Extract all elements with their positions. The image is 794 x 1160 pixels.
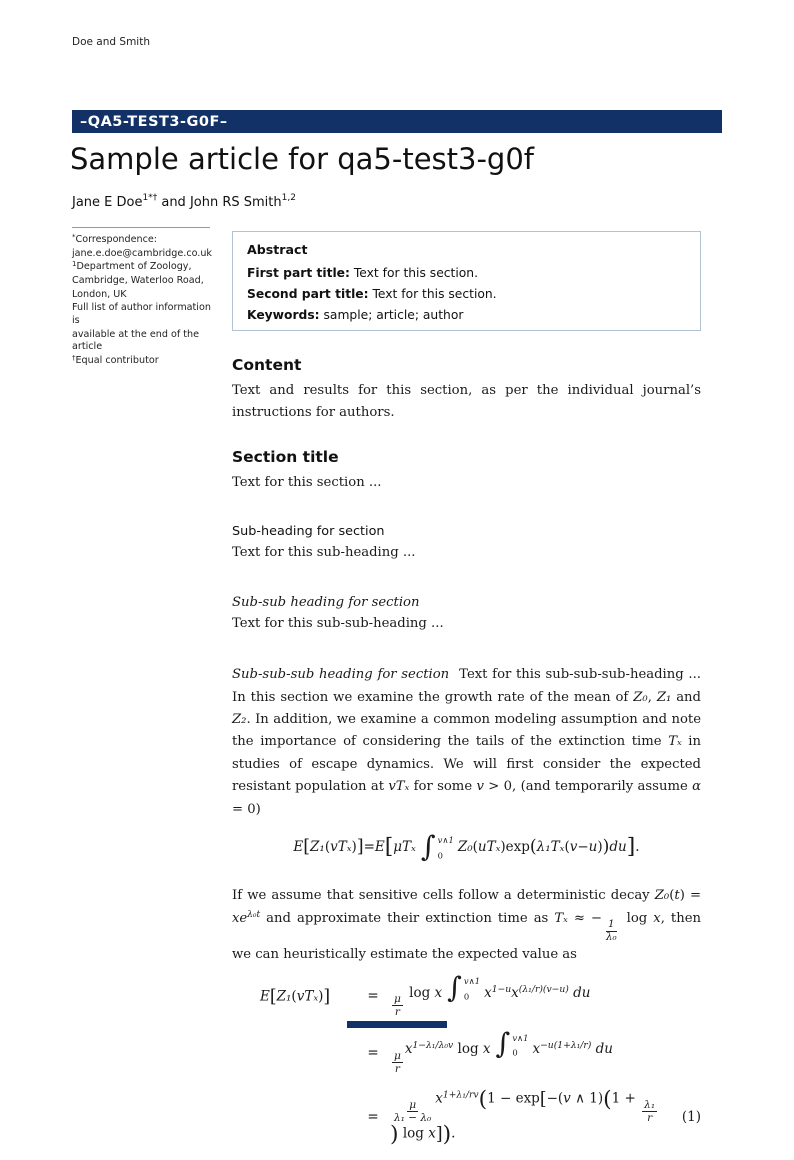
author-2-affiliation-marks: 1,2 [281,193,296,203]
equation-lhs: E[Z₁(vTₓ)] [260,986,331,1007]
section-heading-content: Content [232,356,302,374]
display-equation-unnumbered: E [ Z₁ ( vTₓ ) ] = E [ μTₓ ∫ v∧1 0 Z₀ ( uTₓ ) exp ( λ₁Tₓ ( v − u ) ) du ] . [293,830,640,864]
equation-number: (1) [681,1108,701,1125]
equation-rhs: $\frac{\mu}{\text{λ₁ − λ₀}}$ $x^{1+\lambda_1/rv}(1 - \exp[-(v$ ∧ 1)(1 + $\frac{\text{λ₁}}{r}$ ) log x]). [390,1086,656,1148]
equal-contributor-note: †Equal contributor [72,353,159,366]
abstract-box [232,231,701,331]
author-info-note: Full list of author information is [72,302,211,326]
running-header: Doe and Smith [72,36,150,48]
subsection-body: Text for this sub-heading ... [232,545,416,561]
equation-1-block [232,970,701,1148]
affiliation-line: London, UK [72,288,127,300]
abstract-heading: Abstract [247,242,308,257]
article-type-banner [72,110,722,133]
paragraph-with-runin-heading [232,664,701,821]
equation-rhs: $\frac{\mu}{r}$ $x^{1-\lambda_1/\lambda_0v}$ log x ∫ v∧1 0 $x^{-u(1+\lambda_1/r)}$ du [394,1027,613,1075]
correspondence-label: *Correspondence: [72,233,157,245]
subsubsection-body: Text for this sub-sub-heading ... [232,615,444,631]
author-1-affiliation-marks: 1*† [142,193,158,203]
abstract-second-part: Second part title: Text for this section. [247,287,497,301]
equation-1-line-2 [260,1027,701,1075]
affiliation-line: $^1$Department of Zoology, [72,260,192,273]
subsection-heading: Sub-heading for section [232,523,385,539]
section-body: Text for this section ... [232,475,382,491]
equation-1-line-3 [260,1086,701,1148]
author-info-note: available at the end of the article [72,328,200,353]
author-1: Jane E Doe [72,195,143,210]
equation-1-line-1 [260,970,701,1019]
equals-sign: = [367,988,379,1005]
abstract-keywords: Keywords: sample; article; author [247,308,464,322]
article-title: Sample article for qa5-test3-g0f [70,142,534,176]
paragraph-math-text: Text for this sub-sub-sub-heading ... In this section we examine the growth rate of the mean of Z₀, Z₁ and Z₂. In addition, we examine a common modeling assumption and note the importance of considering the tails of the extinction time Tₓ in studies of escape dynamics. We will first consider the expected resistant population at vTₓ for some v > 0, (and temporarily assume α = 0) [232,667,702,817]
subsubsub-runin-heading: Sub-sub-sub heading for section [232,667,450,683]
section-heading-title: Section title [232,448,339,467]
affiliation-line: Cambridge, Waterloo Road, [72,274,204,286]
equals-sign: = [367,1108,379,1125]
correspondence-email: jane.e.doe@cambridge.co.uk [72,247,212,259]
content-body: Text and results for this section, as per the individual journal’s instructions for authors. [232,382,701,421]
paragraph-decay-assumption: If we assume that sensitive cells follow a deterministic decay $Z_0(t) = xe^{\lambda_0t}$ and approximate their extinction time as Tₓ ≈ − $\frac{1}{\text{λ₀}}$ log x, then we can heuristically estimate the expected value as [232,888,702,962]
banner-label: –QA5-TEST3-G0F– [80,113,228,130]
main-column [232,356,701,1160]
equals-sign: = [367,1044,379,1061]
authors-line [72,193,692,210]
sidebar-divider [72,227,210,228]
author-2: and John RS Smith [157,195,282,210]
correspondence-sidebar [72,233,220,368]
equation-rhs: $\frac{\mu}{r}$ log x ∫ v∧1 0 $x^{1-u}x^{(\lambda_1/r)(v-u)}$ du [394,970,591,1019]
subsubsection-heading: Sub-sub heading for section [232,594,420,610]
abstract-first-part: First part title: Text for this section. [247,266,478,280]
footer-banner-fragment [347,1021,447,1028]
